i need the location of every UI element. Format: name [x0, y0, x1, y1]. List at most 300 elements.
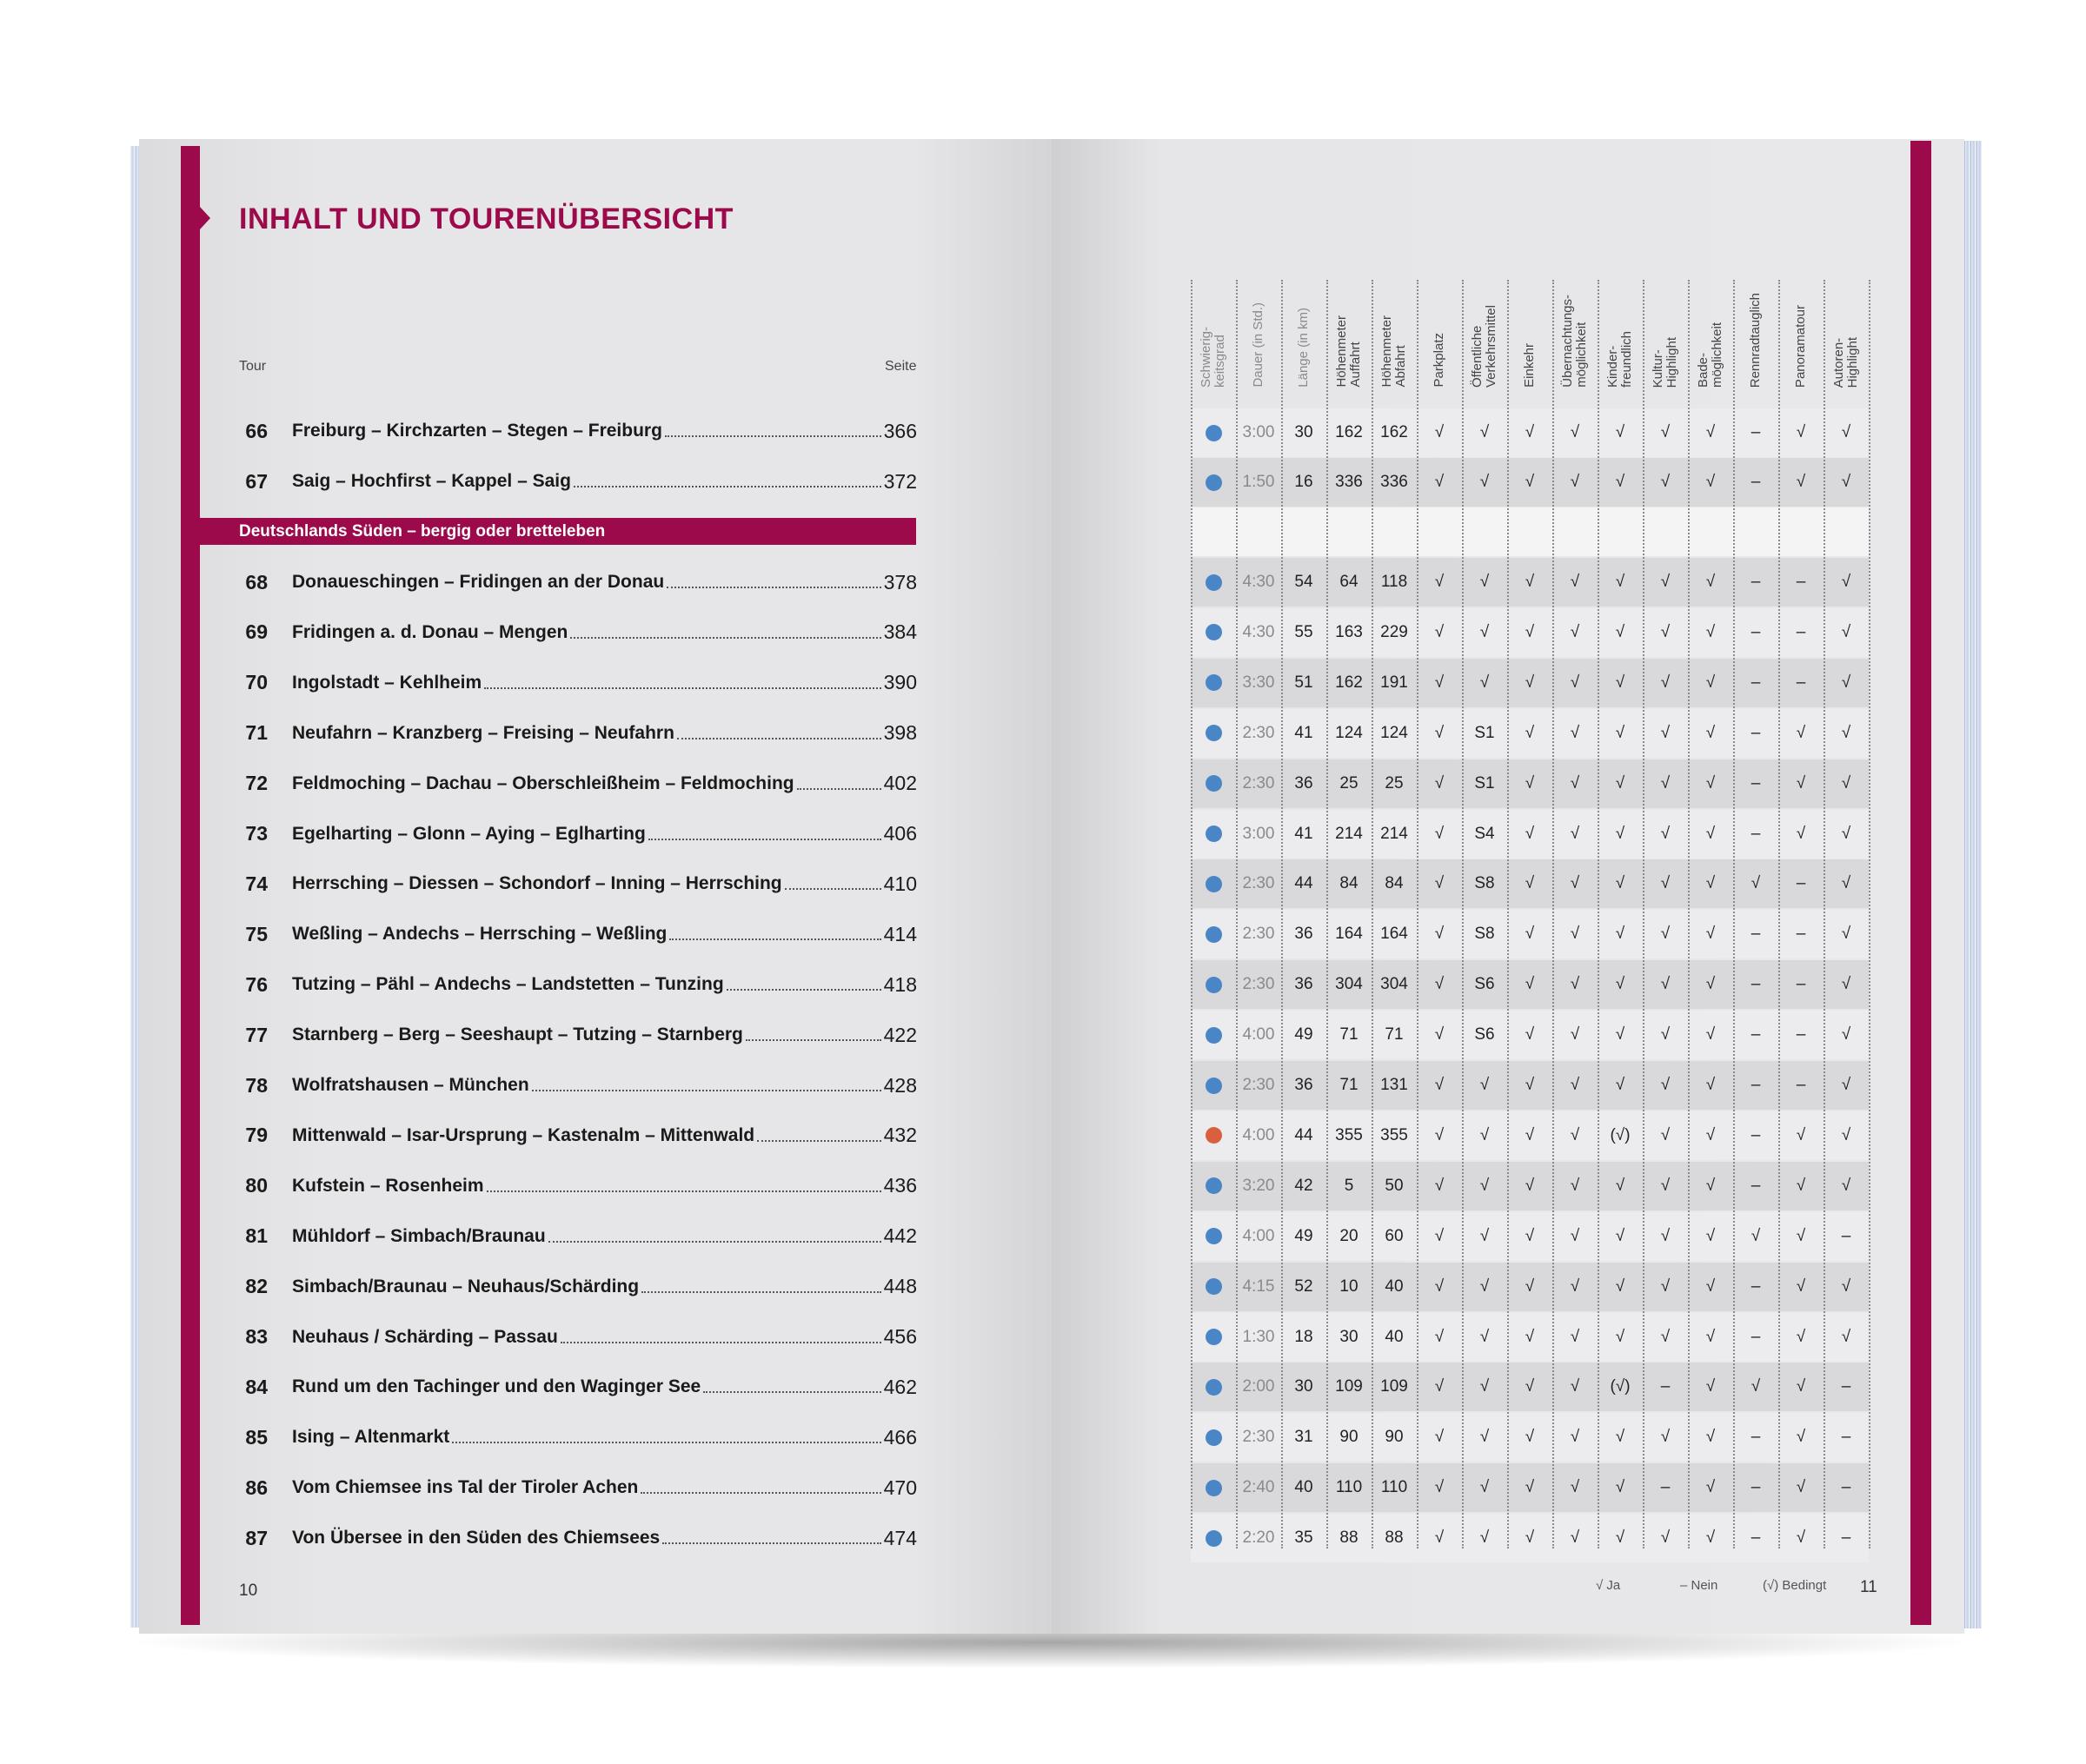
table-cell: √ [1570, 1377, 1580, 1396]
toc-entry-title: Kufstein – Rosenheim [292, 1175, 484, 1196]
toc-entry-title: Von Übersee in den Süden des Chiemsees [292, 1528, 661, 1548]
table-cell: √ [1615, 824, 1625, 843]
table-cell: √ [1660, 723, 1671, 742]
table-column-header-label: Einkehr [1522, 343, 1537, 388]
table-cell: 84 [1385, 874, 1404, 893]
table-cell: – [1751, 925, 1761, 944]
difficulty-cell [1191, 859, 1236, 908]
table-column-header-label: Dauer (in Std.) [1251, 302, 1266, 388]
toc-leader-dots [484, 687, 880, 689]
table-cell: √ [1525, 773, 1535, 792]
table-cell: 355 [1335, 1125, 1363, 1144]
table-cell: 41 [1294, 824, 1313, 843]
table-cell: √ [1841, 622, 1851, 641]
difficulty-cell [1191, 910, 1236, 958]
table-cell: √ [1615, 1076, 1625, 1094]
table-cell: – [1751, 622, 1761, 641]
toc-entry-title: Donaueschingen – Fridingen an der Donau [292, 572, 665, 592]
toc-entry-page: 372 [883, 469, 917, 493]
table-cell: S1 [1474, 773, 1495, 792]
table-cell: √ [1660, 673, 1671, 692]
table-cell: 336 [1335, 473, 1363, 491]
table-cell: √ [1525, 1076, 1535, 1094]
table-cell: √ [1479, 1478, 1490, 1497]
legend-bedingt: (√) Bedingt [1763, 1578, 1827, 1593]
table-cell: √ [1570, 1428, 1580, 1447]
table-cell: √ [1660, 1076, 1671, 1094]
table-cell: √ [1660, 1176, 1671, 1195]
toc-entry-title: Feldmoching – Dachau – Oberschleißheim – Feldmoching [292, 773, 794, 793]
table-cell: √ [1434, 925, 1445, 944]
toc-leader-dots [641, 1492, 880, 1494]
table-cell: 42 [1294, 1176, 1313, 1195]
table-cell: √ [1570, 1529, 1580, 1548]
toc-entry-page: 406 [883, 822, 917, 845]
table-cell: √ [1841, 423, 1851, 441]
table-cell: √ [1570, 1327, 1580, 1346]
table-cell: 4:00 [1242, 1025, 1275, 1044]
column-header-seite: Seite [885, 359, 917, 374]
table-cell: √ [1705, 925, 1716, 944]
toc-entry-title: Vom Chiemsee ins Tal der Tiroler Achen [292, 1477, 639, 1498]
table-cell: 163 [1335, 622, 1363, 641]
toc-leader-dots [669, 938, 880, 940]
toc-entry-title: Wolfratshausen – München [292, 1075, 529, 1095]
table-cell: 4:30 [1242, 573, 1275, 591]
toc-leader-dots [667, 587, 880, 588]
table-cell: – [1751, 773, 1761, 792]
table-cell: √ [1479, 1428, 1490, 1447]
table-cell: √ [1434, 773, 1445, 792]
table-cell: √ [1570, 1176, 1580, 1195]
table-column-header [1552, 276, 1598, 388]
toc-entry-page: 398 [883, 721, 917, 745]
difficulty-blue-dot [1206, 876, 1222, 892]
table-cell: √ [1570, 773, 1580, 792]
table-cell: √ [1660, 1025, 1671, 1044]
table-cell: √ [1570, 1125, 1580, 1144]
table-column-header-label: Öffentliche Verkehrsmittel [1470, 304, 1498, 388]
table-cell: √ [1615, 1176, 1625, 1195]
table-cell: √ [1615, 1277, 1625, 1296]
table-cell: – [1751, 1176, 1761, 1195]
toc-entry [235, 1221, 917, 1252]
toc-entry-page: 466 [883, 1425, 917, 1449]
table-cell: √ [1660, 423, 1671, 441]
toc-entry [235, 567, 917, 598]
table-cell: √ [1525, 473, 1535, 491]
table-cell: √ [1479, 573, 1490, 591]
toc-leader-dots [727, 989, 881, 991]
toc-entry [235, 1422, 917, 1453]
toc-entry-title: Tutzing – Pähl – Andechs – Landstetten – Tunzing [292, 974, 724, 995]
table-cell: √ [1434, 1529, 1445, 1548]
table-cell: √ [1796, 473, 1806, 491]
table-cell: – [1796, 1076, 1806, 1094]
table-cell: √ [1570, 723, 1580, 742]
table-cell: 84 [1339, 874, 1359, 893]
table-column-header [1598, 276, 1643, 388]
toc-entry-number: 78 [245, 1073, 268, 1097]
toc-entry-number: 87 [245, 1526, 268, 1549]
table-column-header [1733, 276, 1778, 388]
toc-entry [235, 466, 917, 497]
table-cell: √ [1705, 473, 1716, 491]
table-cell: 49 [1294, 1025, 1313, 1044]
table-cell: S8 [1474, 874, 1495, 893]
table-cell: 110 [1335, 1478, 1363, 1497]
toc-entry-page: 470 [883, 1476, 917, 1499]
table-cell: 49 [1294, 1226, 1313, 1245]
section-heading-label: Deutschlands Süden – bergig oder bretteleben [239, 521, 606, 540]
table-column-header [1643, 276, 1688, 388]
table-cell: – [1841, 1226, 1851, 1245]
table-cell: √ [1705, 622, 1716, 641]
table-cell: S4 [1474, 824, 1495, 843]
toc-entry-page: 448 [883, 1275, 917, 1298]
table-cell: 71 [1385, 1025, 1404, 1044]
toc-entry [235, 1019, 917, 1051]
difficulty-cell [1191, 1061, 1236, 1110]
table-cell: √ [1434, 1327, 1445, 1346]
table-cell: √ [1434, 1025, 1445, 1044]
table-cell: √ [1841, 1176, 1851, 1195]
table-cell: √ [1615, 925, 1625, 944]
table-cell: 41 [1294, 723, 1313, 742]
table-cell: √ [1705, 773, 1716, 792]
table-cell: 44 [1294, 874, 1313, 893]
table-cell: √ [1525, 1125, 1535, 1144]
toc-entry-title: Rund um den Tachinger und den Waginger See [292, 1376, 701, 1397]
table-cell: 30 [1339, 1327, 1359, 1346]
table-cell: √ [1479, 1377, 1490, 1396]
table-cell: 2:30 [1242, 1076, 1275, 1094]
toc-entry-page: 442 [883, 1224, 917, 1248]
table-cell: – [1751, 1025, 1761, 1044]
toc-leader-dots [570, 637, 880, 639]
table-cell: √ [1479, 1076, 1490, 1094]
table-cell: 4:00 [1242, 1226, 1275, 1245]
table-cell: √ [1570, 622, 1580, 641]
table-column-header-label: Schwierig- keitsgrad [1199, 326, 1227, 388]
table-cell: √ [1479, 1176, 1490, 1195]
table-cell: √ [1570, 1025, 1580, 1044]
difficulty-blue-dot [1206, 1278, 1222, 1295]
difficulty-cell [1191, 759, 1236, 808]
table-cell: 88 [1385, 1529, 1404, 1548]
table-cell: √ [1525, 1176, 1535, 1195]
toc-entry-page: 418 [883, 972, 917, 996]
table-cell: – [1751, 723, 1761, 742]
table-cell: 60 [1385, 1226, 1404, 1245]
table-column-header [1462, 276, 1507, 388]
table-cell: √ [1705, 673, 1716, 692]
table-cell: √ [1434, 573, 1445, 591]
table-cell: √ [1615, 473, 1625, 491]
column-header-tour: Tour [239, 359, 267, 374]
table-column-header [1507, 276, 1552, 388]
table-column-header-label: Parkplatz [1432, 333, 1446, 388]
table-cell: √ [1705, 1226, 1716, 1245]
toc-entry-number: 71 [245, 721, 268, 745]
table-column-header [1281, 276, 1326, 388]
table-column-header-label: Kinder- freundlich [1605, 330, 1634, 388]
table-cell: – [1796, 874, 1806, 893]
table-cell: 36 [1294, 975, 1313, 994]
table-column-header-label: Höhenmeter Auffahrt [1334, 315, 1363, 388]
table-cell: 3:00 [1242, 824, 1275, 843]
table-cell: √ [1479, 673, 1490, 692]
difficulty-cell [1191, 1011, 1236, 1059]
toc-entry-number: 68 [245, 570, 268, 594]
table-cell: √ [1525, 1277, 1535, 1296]
table-cell: √ [1434, 1076, 1445, 1094]
table-cell: 109 [1335, 1377, 1363, 1396]
toc-leader-dots [677, 738, 881, 739]
table-cell: √ [1796, 723, 1806, 742]
toc-leader-dots [548, 1241, 881, 1243]
table-cell: (√) [1610, 1377, 1631, 1396]
toc-entry-page: 384 [883, 620, 917, 644]
toc-leader-dots [785, 888, 881, 890]
table-cell: – [1660, 1377, 1671, 1396]
table-cell: √ [1434, 723, 1445, 742]
table-cell: √ [1479, 1529, 1490, 1548]
toc-entry-page: 432 [883, 1124, 917, 1147]
toc-entry-number: 79 [245, 1124, 268, 1147]
table-cell: 31 [1294, 1428, 1313, 1447]
table-cell: 2:00 [1242, 1377, 1275, 1396]
table-cell: √ [1751, 874, 1761, 893]
toc-entry [235, 617, 917, 648]
toc-entry-title: Egelharting – Glonn – Aying – Eglharting [292, 823, 646, 844]
table-cell: 2:30 [1242, 723, 1275, 742]
table-cell: 36 [1294, 773, 1313, 792]
table-cell: – [1751, 1076, 1761, 1094]
table-cell: √ [1434, 622, 1445, 641]
toc-entry-number: 70 [245, 671, 268, 694]
difficulty-cell [1191, 810, 1236, 859]
toc-entry-number: 86 [245, 1476, 268, 1499]
table-cell: 44 [1294, 1125, 1313, 1144]
table-cell: √ [1841, 573, 1851, 591]
table-cell: – [1841, 1478, 1851, 1497]
toc-entry [235, 868, 917, 899]
table-cell: √ [1525, 1025, 1535, 1044]
table-cell: √ [1660, 1529, 1671, 1548]
difficulty-blue-dot [1206, 977, 1222, 993]
difficulty-blue-dot [1206, 1379, 1222, 1396]
table-cell: √ [1525, 1529, 1535, 1548]
table-cell: 304 [1335, 975, 1363, 994]
toc-entry-number: 66 [245, 419, 268, 442]
difficulty-cell [1191, 1413, 1236, 1462]
difficulty-blue-dot [1206, 1228, 1222, 1244]
toc-entry-number: 76 [245, 972, 268, 996]
table-cell: √ [1615, 773, 1625, 792]
table-column-header-label: Panoramatour [1793, 304, 1808, 388]
table-cell: √ [1660, 622, 1671, 641]
toc-entry-page: 462 [883, 1375, 917, 1398]
table-cell: – [1796, 622, 1806, 641]
table-cell: 1:50 [1242, 473, 1275, 491]
table-cell: – [1841, 1428, 1851, 1447]
difficulty-blue-dot [1206, 674, 1222, 691]
table-cell: √ [1615, 423, 1625, 441]
table-cell: √ [1615, 622, 1625, 641]
table-cell: √ [1796, 1529, 1806, 1548]
difficulty-cell [1191, 960, 1236, 1009]
toc-entry [235, 1170, 917, 1202]
difficulty-cell [1191, 458, 1236, 507]
difficulty-blue-dot [1206, 1177, 1222, 1194]
difficulty-red-dot [1206, 1127, 1222, 1144]
table-cell: √ [1479, 1277, 1490, 1296]
difficulty-blue-dot [1206, 1530, 1222, 1547]
difficulty-blue-dot [1206, 725, 1222, 741]
table-cell: √ [1705, 1478, 1716, 1497]
toc-entry-number: 77 [245, 1023, 268, 1046]
table-cell: 162 [1335, 423, 1363, 441]
table-cell: 36 [1294, 925, 1313, 944]
toc-entry-page: 436 [883, 1174, 917, 1197]
table-cell: √ [1796, 1277, 1806, 1296]
difficulty-cell [1191, 709, 1236, 758]
table-cell: √ [1841, 673, 1851, 692]
table-cell: √ [1660, 1226, 1671, 1245]
left-page-accent-band [181, 146, 200, 1625]
toc-entry-title: Starnberg – Berg – Seeshaupt – Tutzing – Starnberg [292, 1025, 743, 1045]
table-cell: √ [1570, 673, 1580, 692]
table-cell: √ [1479, 622, 1490, 641]
difficulty-blue-dot [1206, 624, 1222, 640]
table-cell: 35 [1294, 1529, 1313, 1548]
table-cell: 131 [1380, 1076, 1408, 1094]
difficulty-cell [1191, 1212, 1236, 1261]
difficulty-cell [1191, 408, 1236, 457]
toc-leader-dots [757, 1140, 881, 1142]
toc-entry-title: Ising – Altenmarkt [292, 1427, 450, 1448]
table-cell: √ [1525, 1478, 1535, 1497]
table-cell: √ [1570, 1076, 1580, 1094]
table-cell: √ [1751, 1226, 1761, 1245]
toc-entry [235, 718, 917, 749]
table-cell: √ [1705, 1176, 1716, 1195]
toc-leader-dots [662, 1542, 880, 1544]
toc-entry-page: 390 [883, 671, 917, 694]
table-cell: √ [1660, 824, 1671, 843]
toc-entry-page: 410 [883, 872, 917, 895]
table-cell: √ [1796, 1428, 1806, 1447]
table-cell: √ [1479, 423, 1490, 441]
table-cell: 30 [1294, 1377, 1313, 1396]
table-cell: 40 [1385, 1327, 1404, 1346]
table-cell: √ [1841, 1076, 1851, 1094]
table-cell: 214 [1380, 824, 1408, 843]
toc-entry-title: Simbach/Braunau – Neuhaus/Schärding [292, 1276, 640, 1296]
table-cell: √ [1615, 573, 1625, 591]
toc-entry-page: 414 [883, 922, 917, 945]
difficulty-cell [1191, 1111, 1236, 1160]
toc-entry [235, 1371, 917, 1403]
table-cell: 54 [1294, 573, 1313, 591]
table-cell: 5 [1344, 1176, 1354, 1195]
difficulty-blue-dot [1206, 1480, 1222, 1496]
table-cell: √ [1615, 874, 1625, 893]
legend-ja: √ Ja [1596, 1578, 1621, 1593]
table-cell: √ [1660, 1428, 1671, 1447]
table-cell: 52 [1294, 1277, 1313, 1296]
table-cell: √ [1525, 723, 1535, 742]
toc-entry-title: Freiburg – Kirchzarten – Stegen – Freiburg [292, 421, 662, 441]
table-cell: – [1660, 1478, 1671, 1497]
table-cell: 55 [1294, 622, 1313, 641]
difficulty-cell [1191, 1162, 1236, 1210]
table-cell: 36 [1294, 1076, 1313, 1094]
table-cell: – [1751, 473, 1761, 491]
toc-entry-page: 422 [883, 1023, 917, 1046]
table-cell: 18 [1294, 1327, 1313, 1346]
table-cell: √ [1615, 1529, 1625, 1548]
difficulty-cell [1191, 1463, 1236, 1512]
toc-leader-dots [487, 1190, 881, 1192]
table-cell: 25 [1339, 773, 1359, 792]
table-cell: 2:40 [1242, 1478, 1275, 1497]
table-cell: √ [1705, 975, 1716, 994]
table-cell: √ [1525, 824, 1535, 843]
difficulty-blue-dot [1206, 474, 1222, 491]
table-cell: 90 [1385, 1428, 1404, 1447]
toc-entry [235, 1070, 917, 1101]
table-cell: 2:30 [1242, 925, 1275, 944]
table-column-header [1417, 276, 1462, 388]
table-cell: 2:30 [1242, 1428, 1275, 1447]
table-cell: √ [1570, 1277, 1580, 1296]
table-cell: √ [1434, 1428, 1445, 1447]
table-cell: – [1796, 925, 1806, 944]
table-cell: √ [1479, 473, 1490, 491]
page-title: INHALT UND TOURENÜBERSICHT [239, 202, 734, 235]
table-cell: √ [1434, 1176, 1445, 1195]
table-cell: – [1841, 1377, 1851, 1396]
toc-entry-page: 474 [883, 1526, 917, 1549]
table-cell: √ [1796, 1377, 1806, 1396]
table-cell: 50 [1385, 1176, 1404, 1195]
toc-leader-dots [532, 1090, 881, 1091]
table-cell: 10 [1339, 1277, 1359, 1296]
table-cell: √ [1796, 1226, 1806, 1245]
table-cell: √ [1434, 1377, 1445, 1396]
table-cell: √ [1525, 573, 1535, 591]
table-cell: – [1751, 1327, 1761, 1346]
toc-leader-dots [574, 486, 881, 487]
table-cell: 90 [1339, 1428, 1359, 1447]
table-cell: √ [1525, 1327, 1535, 1346]
table-cell: √ [1570, 975, 1580, 994]
table-cell: √ [1479, 1125, 1490, 1144]
toc-entry-title: Mühldorf – Simbach/Braunau [292, 1225, 546, 1246]
table-cell: √ [1660, 773, 1671, 792]
difficulty-cell [1191, 1363, 1236, 1411]
table-cell: √ [1615, 673, 1625, 692]
table-cell: √ [1705, 1327, 1716, 1346]
table-cell: √ [1660, 1125, 1671, 1144]
difficulty-blue-dot [1206, 1429, 1222, 1446]
table-cell: S8 [1474, 925, 1495, 944]
left-page-number: 10 [239, 1582, 258, 1600]
table-cell: √ [1434, 874, 1445, 893]
table-cell: 162 [1380, 423, 1408, 441]
